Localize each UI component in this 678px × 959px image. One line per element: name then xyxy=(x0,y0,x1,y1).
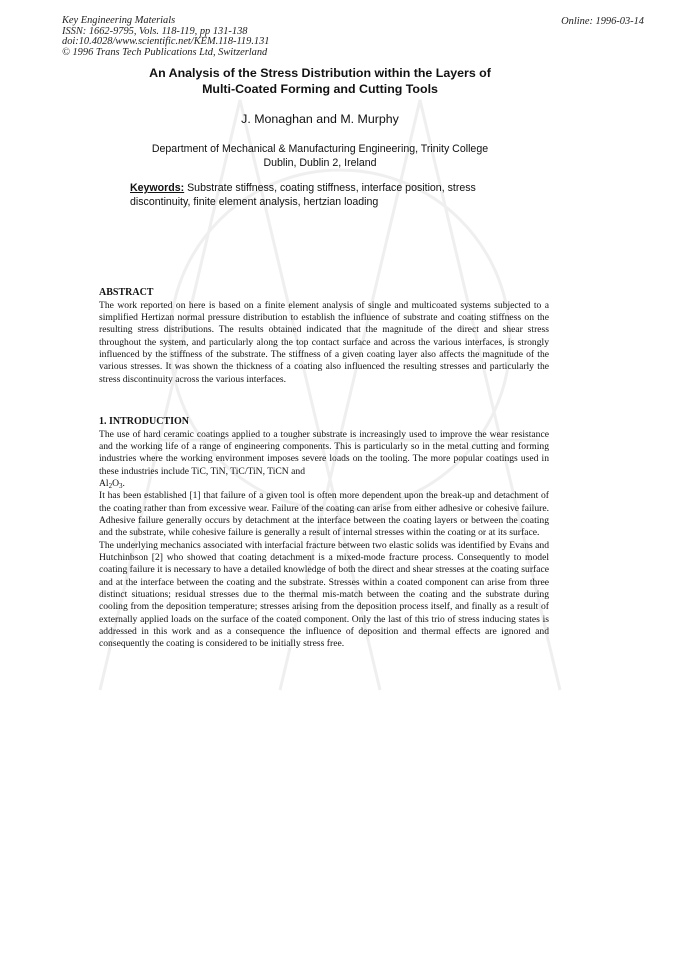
publication-metadata xyxy=(62,16,622,58)
copyright-line: © 1996 Trans Tech Publications Ltd, Switzerland xyxy=(62,46,268,58)
intro-paragraph-1-text: The use of hard ceramic coatings applied to a tougher substrate is increasingly used to improve the wear resistance and the working life of a range of engineering components. This is particularly so in the metal cutting and forming industries where the working environment imposes severe loads on the tooling. The more popular coatings used in these industries include TiC, TiN, TiC/TiN, TiCN and xyxy=(99,428,549,477)
issn-line: ISSN: 1662-9795, Vols. 118-119, pp 131-138 xyxy=(62,25,248,37)
keywords-text: Substrate stiffness, coating stiffness, interface position, stress discontinuity, finite element analysis, hertzian loading xyxy=(130,182,476,209)
title-line-1: An Analysis of the Stress Distribution within the Layers of xyxy=(149,66,491,80)
doi-line: doi:10.4028/www.scientific.net/KEM.118-119.131 xyxy=(62,36,270,48)
affiliation-line-1: Department of Mechanical & Manufacturing Engineering, Trinity College xyxy=(151,143,489,155)
abstract-heading: ABSTRACT xyxy=(99,287,154,298)
authors: J. Monaghan and M. Murphy xyxy=(241,112,399,126)
alumina-formula: $Al_2O_3$. xyxy=(99,477,125,490)
paper-title xyxy=(100,66,540,97)
keywords xyxy=(130,181,530,210)
intro-paragraph-2: It has been established [1] that failure of a given tool is often more dependent upon the break-up and detachment of the coating rather than from excessive wear. Failure of the coating can arise from either adhesive or cohesive failure. Adhesive failure generally occurs by detachment at the interface between the coating layers or between the coating and the substrate, while cohesive failure is generally a result of internal stresses within the coating or at its surface. xyxy=(99,490,549,539)
affiliation-line-2: Dublin, Dublin 2, Ireland xyxy=(263,157,377,169)
intro-paragraph-1 xyxy=(99,429,549,478)
abstract-text: The work reported on here is based on a finite element analysis of single and multicoated systems subjected to a simplified Hertizan normal pressure distribution to establish the influence of substrate and coating stiffness on the resulting stress distributions. The results obtained indicated that the magnitude of the direct and shear stress throughout the system, and particularly along the top contact surface and across the various interfaces, is strongly influenced by the stiffness of the substrate. The stiffness of a given coating layer also affects the magnitude of the various stresses. It was shown the thickness of a coating also influenced the resulting stresses and particularly the stress discontinuity across the various interfaces. xyxy=(99,299,549,385)
online-date: Online: 1996-03-14 xyxy=(561,16,644,27)
introduction-heading: 1. INTRODUCTION xyxy=(99,416,190,427)
title-line-2: Multi-Coated Forming and Cutting Tools xyxy=(202,81,438,96)
journal-name: Key Engineering Materials xyxy=(62,15,176,26)
keywords-label: Keywords: xyxy=(130,182,185,194)
affiliation xyxy=(100,142,540,170)
abstract-section xyxy=(99,287,549,386)
intro-paragraph-3: The underlying mechanics associated with interfacial fracture between two elastic solids was identified by Evans and Hutchinbson [2] who showed that coating detachment is a mixed-mode fracture process. Consequently to model coating failure it is necessary to have a detailed knowledge of both the direct and shear stresses at the coating surface and at the interface between the coating and the substrate. Stresses within a coated component can arise from three distinct situations; residual stresses due to the thermal mis-match between the coating and the substrate during cooling from the deposition temperature; stresses arising from the deposition process itself, and finally as a result of externally applied loads on the surface of the coated component. Only the last of this trio of stress inducing states is addressed in this work and as a consequence the influence of deposition and thermal effects are ignored and consequently the coating is considered to be initially stress free. xyxy=(99,539,549,650)
introduction-section xyxy=(99,416,549,651)
